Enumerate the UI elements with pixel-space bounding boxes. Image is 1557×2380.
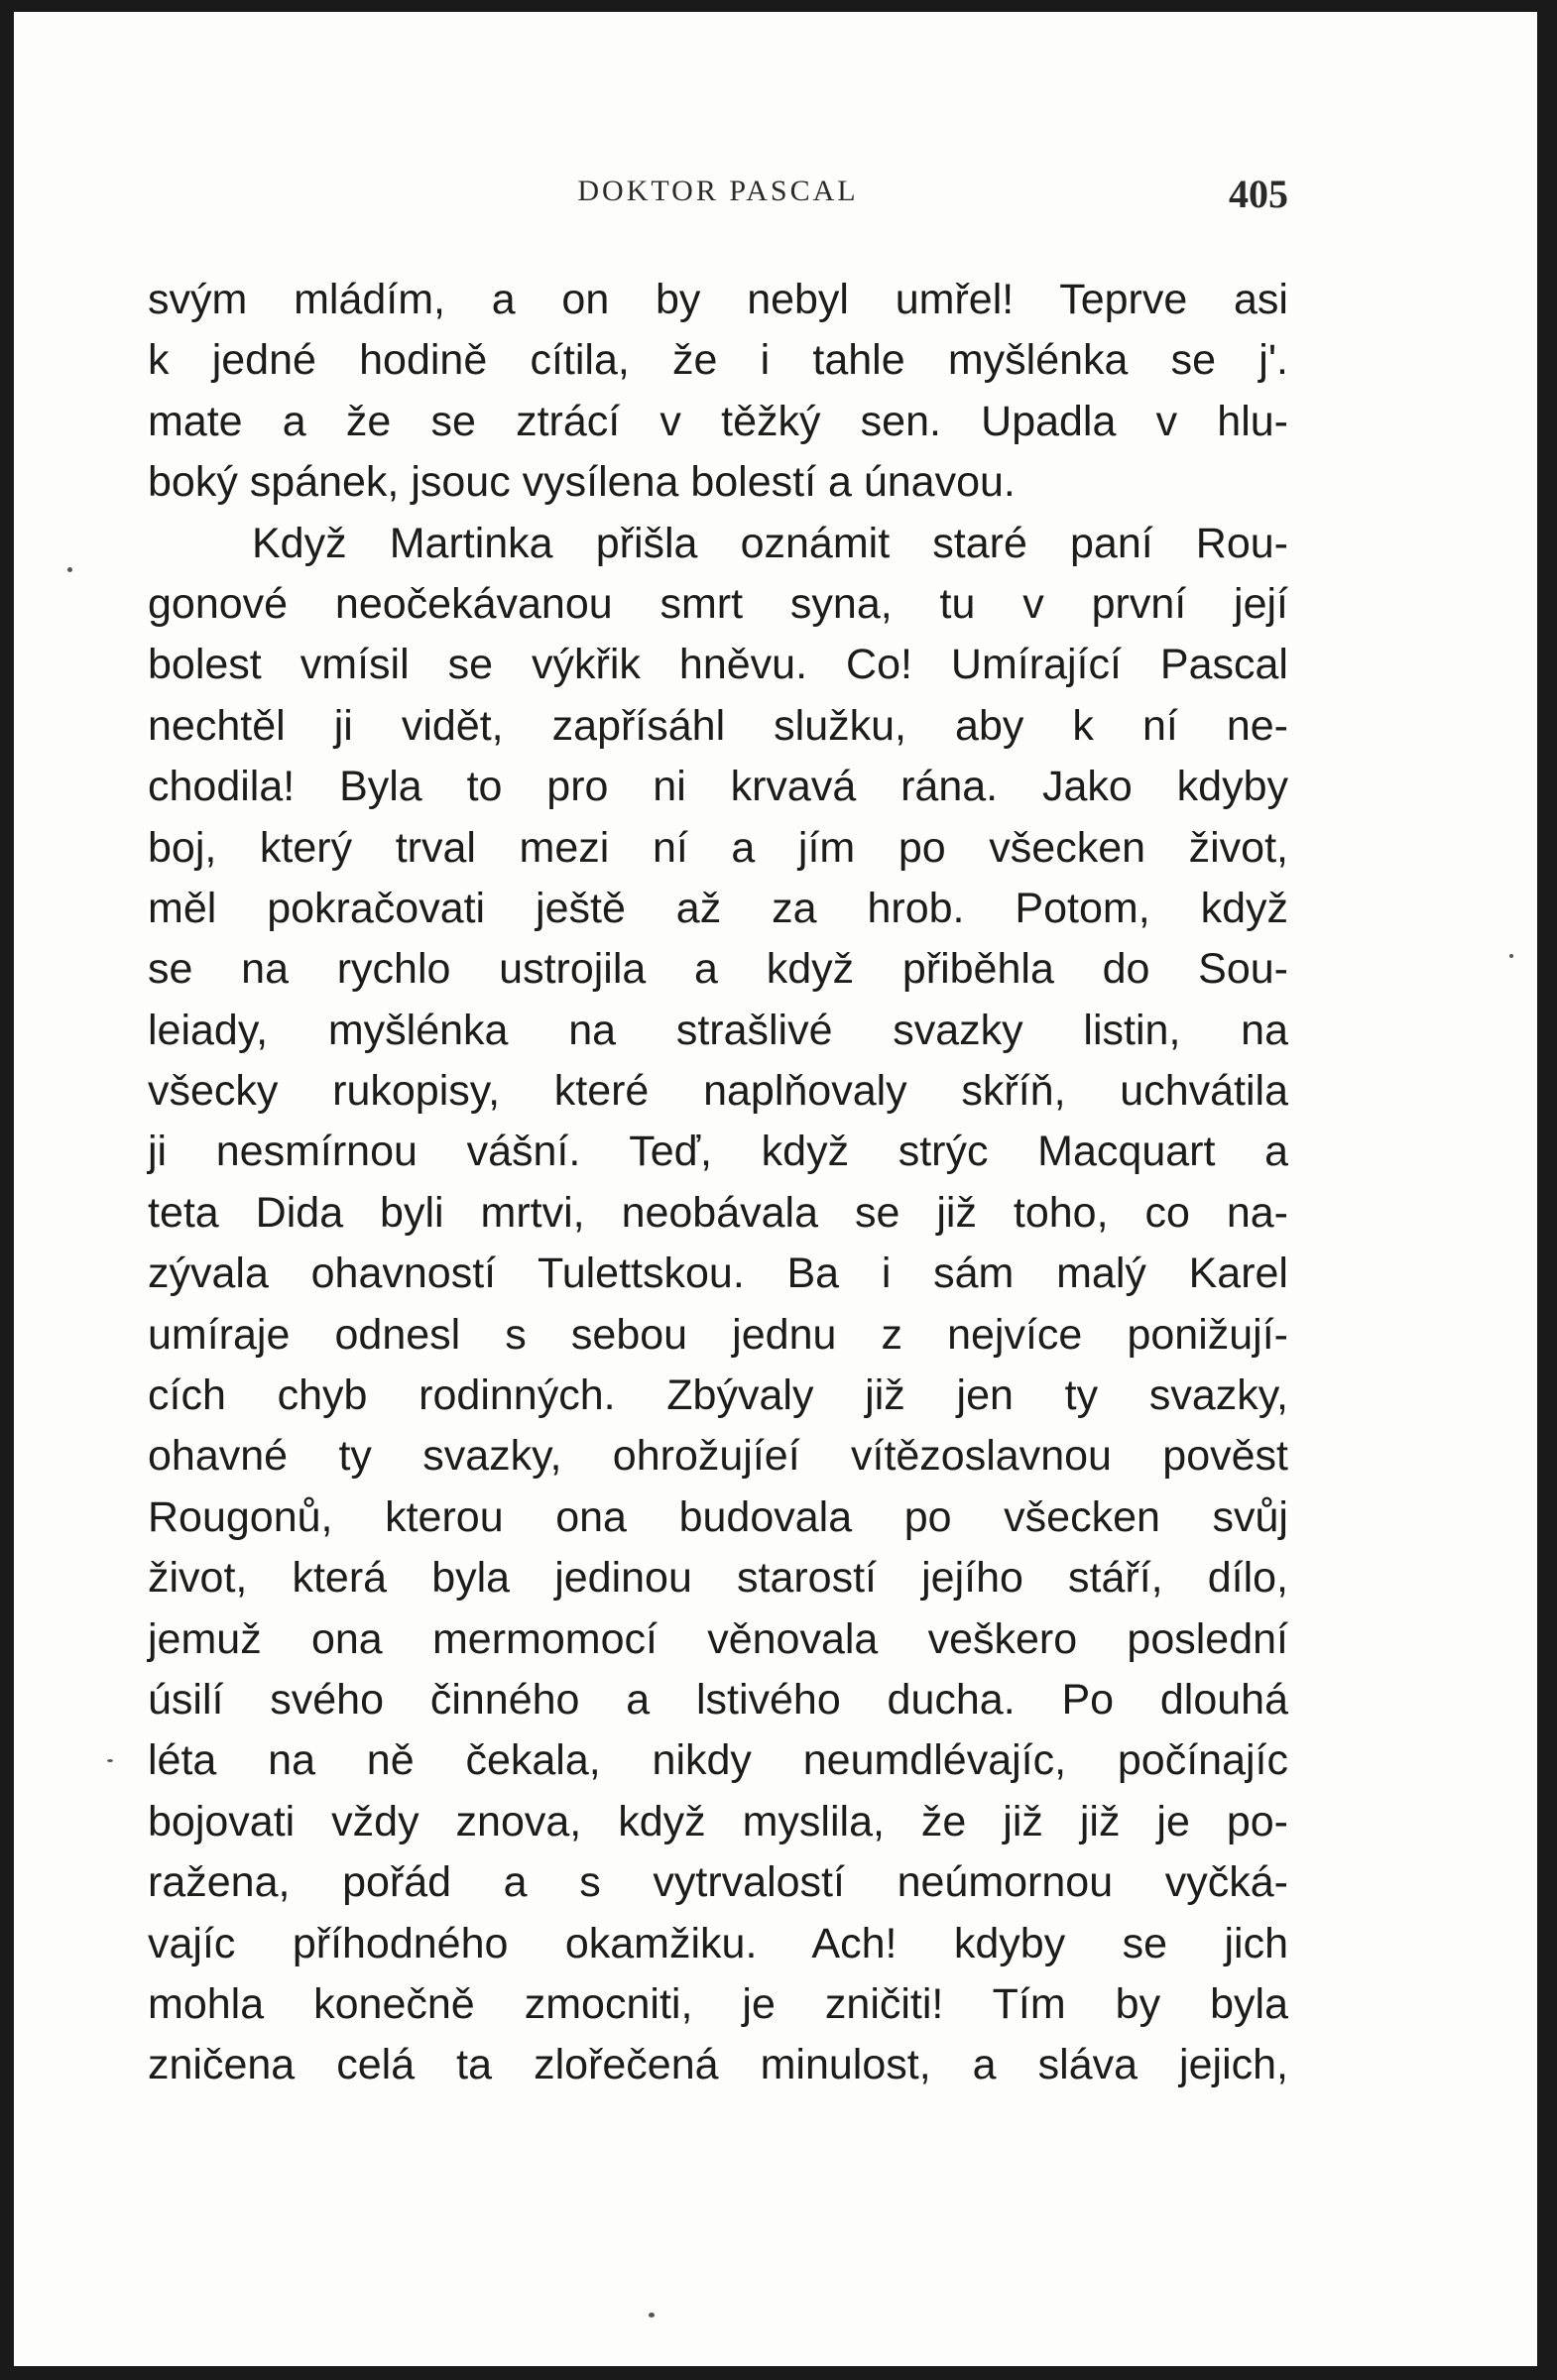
text-line: cích chyb rodinných. Zbývaly již jen ty svazky,: [148, 1371, 1288, 1420]
text-line: bolest vmísil se výkřik hněvu. Co! Umírající Pascal: [148, 641, 1288, 689]
text-line: leiady, myšlénka na strašlivé svazky listin, na: [148, 1006, 1288, 1054]
running-head: DOKTOR PASCAL: [577, 175, 859, 207]
text-line: boký spánek, jsouc vysílena bolestí a únavou.: [148, 458, 1016, 507]
text-line: Když Martinka přišla oznámit staré paní Rou-: [252, 519, 1288, 567]
text-line: mohla konečně zmocniti, je zničiti! Tím by byla: [148, 1979, 1288, 2028]
text-line: ražena, pořád a s vytrvalostí neúmornou vyčká-: [148, 1858, 1288, 1907]
text-line: mate a že se ztrácí v těžký sen. Upadla v hlu-: [148, 397, 1288, 445]
body-text: [148, 270, 1288, 2096]
text-line: teta Dida byli mrtvi, neobávala se již toho, co na-: [148, 1188, 1288, 1237]
text-line: se na rychlo ustrojila a když přiběhla do Sou-: [148, 945, 1288, 994]
scan-speck: [67, 567, 72, 572]
text-line: Rougonů, kterou ona budovala po všecken svůj: [148, 1492, 1288, 1541]
text-line: zývala ohavností Tulettskou. Ba i sám malý Karel: [148, 1250, 1288, 1298]
scan-speck: [1509, 954, 1513, 958]
scan-speck: [107, 1759, 113, 1762]
text-line: chodila! Byla to pro ni krvavá rána. Jako kdyby: [148, 763, 1288, 811]
text-line: všecky rukopisy, které naplňovaly skříň, uchvátila: [148, 1067, 1288, 1116]
scan-speck: [649, 2313, 655, 2318]
text-line: měl pokračovati ještě až za hrob. Potom, když: [148, 884, 1288, 932]
text-line: vajíc příhodného okamžiku. Ach! kdyby se jich: [148, 1919, 1288, 1967]
text-line: úsilí svého činného a lstivého ducha. Po dlouhá: [148, 1675, 1288, 1724]
text-line: život, která byla jedinou starostí jejího stáří, dílo,: [148, 1554, 1288, 1603]
page-number: 405: [1229, 172, 1288, 216]
text-line: bojovati vždy znova, když myslila, že již již je po-: [148, 1797, 1288, 1845]
text-line: léta na ně čekala, nikdy neumdlévajíc, počínajíc: [148, 1736, 1288, 1785]
page-header: [148, 171, 1288, 220]
text-line: gonové neočekávanou smrt syna, tu v první její: [148, 579, 1288, 628]
text-line: k jedné hodině cítila, že i tahle myšlénka se j'.: [148, 336, 1288, 385]
text-line: nechtěl ji vidět, zapřísáhl služku, aby k ní ne-: [148, 701, 1288, 750]
text-line: ohavné ty svazky, ohrožujíeí vítězoslavnou pověst: [148, 1432, 1288, 1481]
text-line: boj, který trval mezi ní a jím po všecken život,: [148, 823, 1288, 872]
text-line: ji nesmírnou vášní. Teď, když strýc Macquart a: [148, 1128, 1288, 1176]
text-line: svým mládím, a on by nebyl umřel! Teprve asi: [148, 276, 1288, 323]
text-line: umíraje odnesl s sebou jednu z nejvíce ponižují-: [148, 1310, 1288, 1359]
text-line: jemuž ona mermomocí věnovala veškero poslední: [148, 1614, 1288, 1663]
text-line: zničena celá ta zlořečená minulost, a sláva jejich,: [148, 2041, 1288, 2089]
